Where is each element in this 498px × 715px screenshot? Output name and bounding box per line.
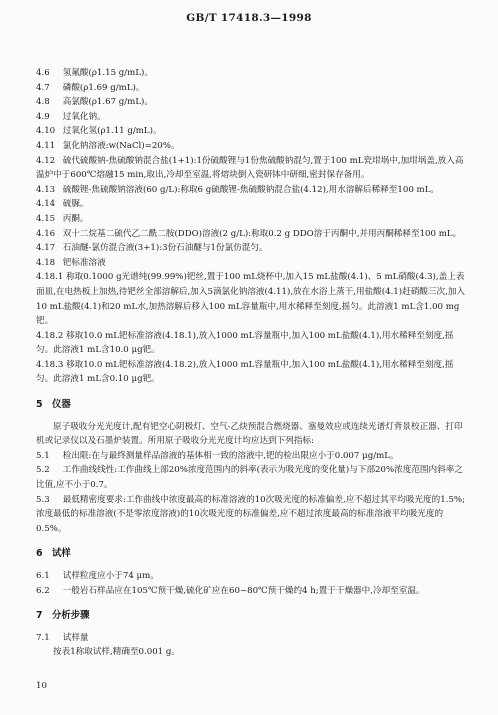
item-text: 一般岩石样品应在105℃预干燥,硫化矿应在60~80℃预干燥约4 h;置于干燥器中,冷却至室温。	[62, 585, 425, 596]
list-item	[36, 66, 470, 81]
list-item	[36, 183, 470, 198]
section-title: 试样	[52, 548, 71, 560]
list-item	[36, 81, 470, 96]
sample-list	[36, 569, 470, 598]
item-text: 硫酸锂-焦硫酸钠溶液(60 g/L):称取6 g硫酸锂-焦硫酸钠混合盐(4.12),用水溶解后稀释至100 mL。	[62, 184, 439, 195]
list-item	[36, 569, 470, 584]
item-number: 4.18.2	[36, 330, 64, 341]
item-number: 7.1	[36, 632, 50, 643]
list-item	[36, 631, 470, 646]
item-number: 4.6	[36, 68, 50, 78]
list-item	[36, 329, 470, 358]
item-number: 4.11	[36, 140, 56, 151]
list-item	[36, 241, 470, 256]
list-item	[36, 110, 470, 125]
list-item	[36, 256, 470, 271]
item-text: 试样量	[62, 632, 89, 643]
section-heading	[36, 609, 470, 624]
section-title: 分析步骤	[52, 610, 90, 622]
list-item	[36, 449, 470, 464]
item-number: 4.12	[36, 155, 56, 166]
list-item	[36, 584, 470, 599]
item-text: 过氧化氢(ρ1.11 g/mL)。	[62, 126, 162, 137]
section-number: 6	[36, 548, 43, 560]
item-text: 丙酮。	[62, 213, 89, 224]
procedure-paragraph: 按表1称取试样,精确至0.001 g。	[53, 647, 180, 658]
procedure-list	[36, 631, 470, 646]
document-body	[36, 66, 470, 660]
item-text: 移取10.0 mL钯标准溶液(4.18.1),放入1000 mL容量瓶中,加入100 mL盐酸(4.1),用水稀释至刻度,摇匀。此溶液1 mL含10.0 μg钯。	[36, 330, 454, 356]
list-item	[36, 358, 470, 387]
list-item	[36, 212, 470, 227]
item-text: 移取10.0 mL钯标准溶液(4.18.2),放入1000 mL容量瓶中,加入100 mL盐酸(4.1),用水稀释至刻度,摇匀。此溶液1 mL含0.10 μg钯。	[36, 359, 454, 385]
item-number: 4.16	[36, 228, 56, 239]
reagent-list	[36, 66, 470, 387]
item-text: 工作曲线线性:工作曲线上部20%浓度范围内的斜率(表示为吸光度的变化量)与下部20%浓度范围内斜率之比值,应不小于0.7。	[36, 465, 463, 491]
list-item	[36, 124, 470, 139]
list-item	[36, 227, 470, 242]
list-item	[36, 139, 470, 154]
item-text: 检出限:在与最终测量样品溶液的基体相一致的溶液中,钯的检出限应小于0.007 μg/mL。	[62, 450, 399, 461]
section-number: 5	[36, 399, 43, 411]
list-item	[36, 493, 470, 537]
list-item	[36, 197, 470, 212]
item-text: 双十二烷基二硫代乙二酰二胺(DDO)溶液(2 g/L):称取0.2 g DDO溶于丙酮中,并用丙酮稀释至100 mL。	[62, 228, 462, 239]
item-number: 4.9	[36, 111, 50, 122]
page-number: 10	[36, 681, 47, 691]
item-number: 4.7	[36, 82, 50, 93]
item-text: 过氧化钠。	[62, 111, 106, 122]
item-number: 4.18.1	[36, 272, 64, 283]
item-text: 硫脲。	[62, 199, 89, 210]
item-number: 5.3	[36, 494, 50, 505]
item-text: 高氯酸(ρ1.67 g/mL)。	[62, 97, 153, 108]
item-number: 4.17	[36, 243, 56, 254]
item-number: 5.1	[36, 450, 50, 461]
item-number: 4.18.3	[36, 359, 64, 370]
item-text: 硫代硫酸钠-焦硫酸钠混合盐(1+1):1份硫酸锂与1份焦硫酸钠混匀,置于100 mL瓷坩埚中,加坩埚盖,放入高温炉中于600℃熔融15 min,取出,冷却至室温,将熔块倒入瓷研钵中研细,密封保存备用。	[36, 155, 464, 181]
item-text: 称取0.1000 g光谱纯(99.99%)钯丝,置于100 mL烧杯中,加入15 mL盐酸(4.1)、5 mL硝酸(4.3),盖上表面皿,在电热板上加热,待钯丝全部溶解后,加入5滴氯化钠溶液(4.11),放在水浴上蒸干,用盐酸(4.1)赶硝酸三次,加入10 mL盐酸(4.1)和20 mL水,加热溶解后移入100 mL容量瓶中,用水稀释至刻度,摇匀。此溶液1 mL含1.00 mg钯。	[36, 272, 466, 327]
item-number: 6.1	[36, 571, 50, 581]
item-text: 试样粒度应小于74 μm。	[62, 571, 159, 581]
section-heading	[36, 398, 470, 413]
section-title: 仪器	[52, 399, 71, 411]
page-header: GB/T 17418.3—1998	[186, 12, 312, 24]
list-item	[36, 270, 470, 328]
item-text: 最低精密度要求:工作曲线中浓度最高的标准溶液的10次吸光度的标准偏差,应不超过其平均吸光度的1.5%;浓度最低的标准溶液(不是零浓度溶液)的10次吸光度的标准偏差,应不超过浓度最高的标准溶液平均吸光度的0.5%。	[36, 494, 465, 534]
item-text: 石油醚-氯仿混合液(3+1):3份石油醚与1份氯仿混匀。	[62, 243, 268, 254]
item-number: 4.10	[36, 126, 56, 137]
list-item	[36, 463, 470, 492]
item-number: 4.8	[36, 97, 50, 108]
item-text: 氯化钠溶液:w(NaCl)=20%。	[62, 140, 180, 151]
item-number: 4.18	[36, 257, 56, 268]
item-text: 钯标准溶液	[62, 257, 106, 268]
instrument-criteria-list	[36, 449, 470, 537]
item-text: 氢氟酸(ρ1.15 g/mL)。	[62, 68, 153, 78]
item-number: 5.2	[36, 465, 50, 476]
section-heading	[36, 547, 470, 562]
list-item	[36, 95, 470, 110]
list-item	[36, 154, 470, 183]
section-number: 7	[36, 610, 43, 622]
item-number: 4.15	[36, 213, 56, 224]
item-number: 6.2	[36, 585, 50, 596]
section-intro: 原子吸收分光光度计,配有钯空心阴极灯、空气-乙炔预混合燃烧器、塞曼效应或连续光谱灯背景校正器、打印机或记录仪以及石墨炉装置。所用原子吸收分光光度计均应达到下列指标:	[36, 421, 463, 447]
item-number: 4.13	[36, 184, 56, 195]
item-number: 4.14	[36, 199, 56, 210]
item-text: 磷酸(ρ1.69 g/mL)。	[62, 82, 145, 93]
